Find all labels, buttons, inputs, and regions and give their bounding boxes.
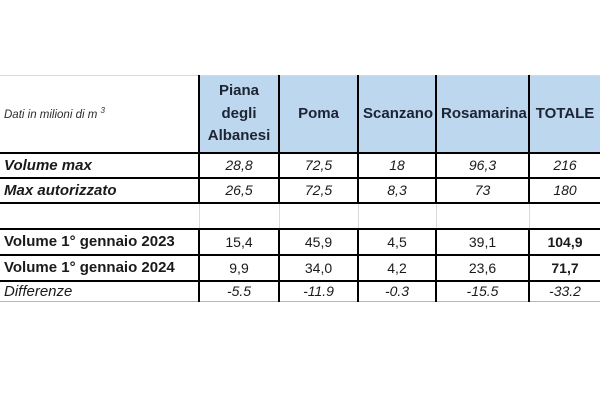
value-cell: 8,3 (358, 178, 436, 203)
table-row-volume-max (0, 153, 600, 178)
value-cell: 23,6 (436, 255, 529, 281)
table-header-row (0, 76, 600, 153)
value-cell: 73 (436, 178, 529, 203)
value-cell-total: 180 (529, 178, 600, 203)
value-cell: 4,5 (358, 229, 436, 255)
column-header-scanzano: Scanzano (358, 76, 436, 153)
column-header-poma: Poma (279, 76, 358, 153)
unit-note-text: Dati in milioni di m (4, 109, 98, 122)
row-label: Volume max (0, 153, 199, 178)
value-cell: -11.9 (279, 281, 358, 302)
value-cell: -15.5 (436, 281, 529, 302)
column-header-totale: TOTALE (529, 76, 600, 153)
value-cell-total: -33.2 (529, 281, 600, 302)
value-cell: 15,4 (199, 229, 279, 255)
value-cell: 4,2 (358, 255, 436, 281)
column-header-rosamarina: Rosamarina (436, 76, 529, 153)
row-label: Differenze (0, 281, 199, 302)
table-row-volume-gennaio-2023 (0, 229, 600, 255)
value-cell: 34,0 (279, 255, 358, 281)
value-cell: 39,1 (436, 229, 529, 255)
value-cell-total: 104,9 (529, 229, 600, 255)
row-label: Max autorizzato (0, 178, 199, 203)
unit-note-superscript: 3 (100, 106, 105, 116)
spacer-cell (279, 203, 358, 229)
unit-note-cell (0, 76, 199, 153)
value-cell: -5.5 (199, 281, 279, 302)
value-cell: 26,5 (199, 178, 279, 203)
spacer-cell (358, 203, 436, 229)
value-cell-total: 71,7 (529, 255, 600, 281)
spacer-cell (0, 203, 199, 229)
value-cell: -0.3 (358, 281, 436, 302)
table-row-differenze (0, 281, 600, 302)
value-cell: 72,5 (279, 178, 358, 203)
spacer-cell (199, 203, 279, 229)
row-label: Volume 1° gennaio 2023 (0, 229, 199, 255)
spacer-cell (436, 203, 529, 229)
value-cell: 9,9 (199, 255, 279, 281)
spacer-cell (529, 203, 600, 229)
column-header-piana-degli-albanesi: Piana degli Albanesi (199, 76, 279, 153)
value-cell-total: 216 (529, 153, 600, 178)
value-cell: 72,5 (279, 153, 358, 178)
row-label: Volume 1° gennaio 2024 (0, 255, 199, 281)
table-row-max-autorizzato (0, 178, 600, 203)
value-cell: 18 (358, 153, 436, 178)
value-cell: 28,8 (199, 153, 279, 178)
spacer-row (0, 203, 600, 229)
reservoir-volumes-table (0, 75, 600, 302)
value-cell: 45,9 (279, 229, 358, 255)
value-cell: 96,3 (436, 153, 529, 178)
table-row-volume-gennaio-2024 (0, 255, 600, 281)
